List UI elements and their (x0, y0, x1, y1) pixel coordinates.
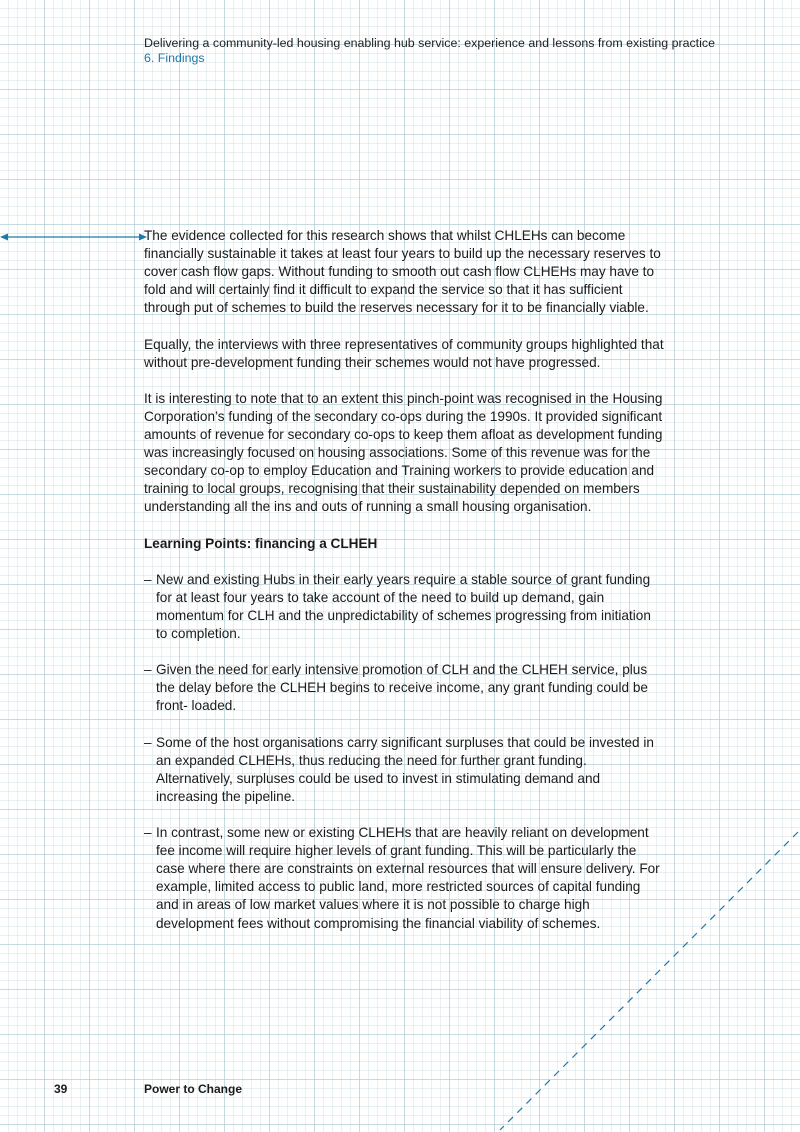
dash-bullet: – (144, 571, 152, 587)
learning-point-item (144, 734, 664, 806)
learning-point-item (144, 661, 664, 715)
document-title: Delivering a community-led housing enabling hub service: experience and lessons from existing practice (144, 36, 715, 50)
double-arrow-icon (0, 230, 148, 244)
page-number: 39 (54, 1082, 68, 1096)
dash-bullet: – (144, 662, 152, 678)
body-paragraph: Equally, the interviews with three representatives of community groups highlighted that without pre-development funding their schemes would not have progressed. (144, 336, 664, 370)
publisher-name: Power to Change (144, 1082, 243, 1096)
dash-bullet: – (144, 825, 152, 841)
dash-bullet: – (144, 734, 152, 750)
learning-points-heading: Learning Points: financing a CLHEH (144, 535, 378, 551)
learning-point-text: In contrast, some new or existing CLHEHs that are heavily reliant on development fee income will require higher levels of grant funding. This will be particularly the case where there are constraints on external resources that will ensure delivery. For example, limited access to public land, more restricted sources of capital funding and in areas of low market values where it is not possible to charge high development fees without compromising the financial viability of schemes. (156, 825, 660, 931)
running-header (144, 36, 715, 66)
learning-point-text: New and existing Hubs in their early years require a stable source of grant funding for at least four years to take account of the need to build up demand, gain momentum for CLH and the unpredictability of schemes progressing from initiation to completion. (156, 571, 651, 642)
body-paragraph: It is interesting to note that to an extent this pinch-point was recognised in the Housing Corporation’s funding of the secondary co-ops during the 1990s. It provided significant amounts of revenue for secondary co-ops to keep them afloat as development funding was increasingly focused on housing associations. Some of this revenue was for the secondary co-op to employ Education and Training workers to provide education and training to local groups, recognising that their sustainability depended on members understanding all the ins and outs of running a small housing organisation. (144, 390, 663, 515)
section-title: 6. Findings (144, 51, 205, 65)
decorative-dashed-line (490, 830, 800, 1132)
body-paragraph: The evidence collected for this research shows that whilst CHLEHs can become financially sustainable it takes at least four years to build up the necessary reserves to cover cash flow gaps. Without funding to smooth out cash flow CLHEHs may have to fold and will certainly find it difficult to expand the service so that it has sufficient through put of schemes to build the reserves necessary for it to be financially viable. (144, 228, 661, 316)
learning-point-item (144, 571, 664, 643)
learning-point-text: Some of the host organisations carry significant surpluses that could be invested in an expanded CLHEHs, thus reducing the need for further grant funding. Alternatively, surpluses could be used to invest in stimulating demand and increasing the pipeline. (156, 734, 654, 804)
learning-point-text: Given the need for early intensive promotion of CLH and the CLHEH service, plus the delay before the CLHEH begins to receive income, any grant funding could be front- loaded. (156, 662, 648, 714)
